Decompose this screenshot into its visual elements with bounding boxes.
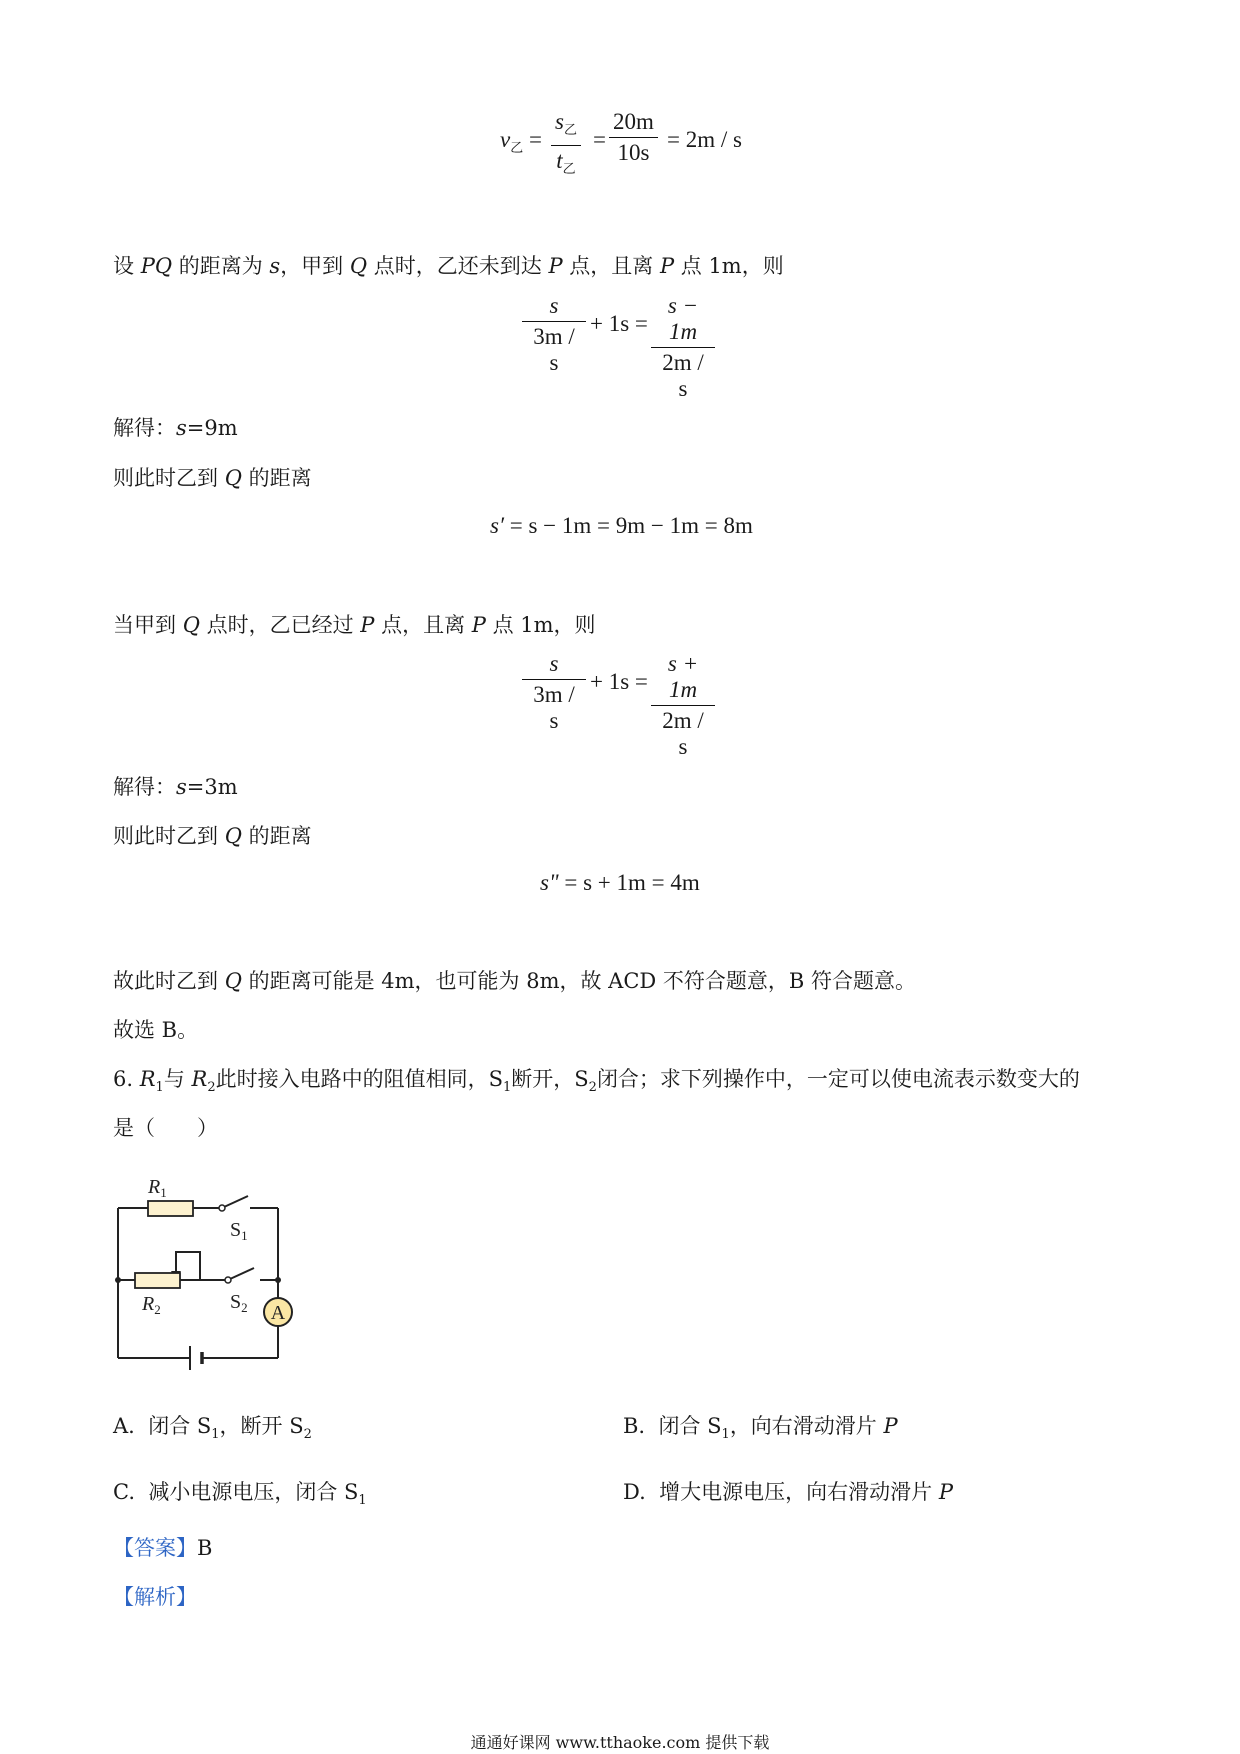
r2-label-sub: 2 <box>154 1302 161 1317</box>
option-c-letter: C. <box>113 1480 135 1504</box>
answer-close: 】 <box>176 1536 197 1560</box>
eq1-f1-num: s <box>549 293 559 318</box>
dist2-t2: 的距离 <box>241 824 312 848</box>
option-a-text2: ，断开 S <box>219 1414 304 1438</box>
eq-v-lhs-sub: 乙 <box>510 140 524 155</box>
option-a-sub2: 2 <box>303 1427 312 1442</box>
conclusion-v: Q <box>224 969 242 993</box>
solution-case1 <box>113 415 238 441</box>
q6-r1: R <box>139 1067 156 1091</box>
question-6-line2: 是（ ） <box>113 1116 218 1140</box>
analysis-close: 】 <box>176 1585 197 1609</box>
paragraph-case1 <box>113 253 784 279</box>
eq4-lhs: s" <box>540 870 559 895</box>
eq-v-f1-den: t <box>556 148 563 173</box>
para2-t4: 点 1m，则 <box>485 613 596 637</box>
option-b-letter: B. <box>623 1414 646 1438</box>
analysis-label: 解析 <box>134 1585 176 1609</box>
conclusion-t2: 的距离可能是 4m，也可能为 8m，故 ACD 不符合题意，B 符合题意。 <box>241 969 917 993</box>
eq3-f2-den: 2m / s <box>662 708 704 759</box>
eq-v-f2-den: 10s <box>617 140 650 165</box>
para2-v3: P <box>471 613 486 637</box>
option-a-text1: 闭合 S <box>148 1414 212 1438</box>
circuit-diagram <box>100 1160 320 1380</box>
sol2-var: s <box>176 775 187 799</box>
q6-s2-sub: 2 <box>588 1080 597 1095</box>
eq1-f2-den: 2m / s <box>662 350 704 401</box>
s1-label-text: S <box>230 1219 242 1241</box>
q6-r2: R <box>191 1067 208 1091</box>
option-b-text1: 闭合 S <box>658 1414 722 1438</box>
q6-t3: 断开，S <box>511 1067 589 1091</box>
r2-label <box>141 1293 161 1317</box>
junction-right <box>275 1277 281 1283</box>
q6-t4: 闭合；求下列操作中，一定可以使电流表示数变大的 <box>596 1067 1080 1091</box>
para2-v1: Q <box>182 613 200 637</box>
r1-label <box>147 1176 167 1200</box>
eq1-f1-den: 3m / s <box>533 324 575 375</box>
analysis-line <box>113 1584 197 1610</box>
para1-t6: 点 1m，则 <box>674 254 784 278</box>
s1-label <box>230 1219 248 1243</box>
eq-v-f2-num: 20m <box>609 109 658 138</box>
para1-v2: s <box>269 254 281 278</box>
answer-open: 【 <box>113 1536 134 1560</box>
switch-s2-contact <box>225 1277 231 1283</box>
para2-t1: 当甲到 <box>113 613 183 637</box>
option-c[interactable] <box>113 1476 367 1508</box>
sol1-var: s <box>176 416 187 440</box>
distance-label-case2 <box>113 823 312 849</box>
paragraph-case2 <box>113 612 596 638</box>
para1-t5: 点，且离 <box>562 254 660 278</box>
sol1-label: 解得： <box>113 416 176 440</box>
option-a[interactable] <box>113 1410 312 1442</box>
footer-watermark: 通通好课网 www.tthaoke.com 提供下载 <box>470 1733 770 1752</box>
resistor-r1 <box>148 1201 193 1216</box>
dist1-v: Q <box>224 466 242 490</box>
eq2-rhs: = s − 1m = 9m − 1m = 8m <box>509 513 753 538</box>
eq-v-f1-den-sub: 乙 <box>562 161 576 176</box>
q6-t1: 与 <box>163 1067 192 1091</box>
eq3-mid: + 1s = <box>590 669 648 694</box>
q6-t2: 此时接入电路中的阻值相同，S <box>215 1067 503 1091</box>
distance-label-case1 <box>113 465 312 491</box>
para2-t2: 点时，乙已经过 <box>199 613 361 637</box>
solution-case2 <box>113 774 238 800</box>
eq-v-lhs: v <box>500 127 511 152</box>
eq3-f1-den: 3m / s <box>533 682 575 733</box>
option-b[interactable] <box>623 1410 898 1442</box>
eq4-rhs: = s + 1m = 4m <box>564 870 700 895</box>
para1-t4: 点时，乙还未到达 <box>367 254 549 278</box>
option-b-var: P <box>883 1414 898 1438</box>
para1-v4: P <box>548 254 563 278</box>
para2-t3: 点，且离 <box>374 613 472 637</box>
sol2-value: =3m <box>186 775 238 799</box>
option-a-sub1: 1 <box>211 1427 220 1442</box>
answer-line <box>113 1535 212 1561</box>
s1-label-sub: 1 <box>241 1228 248 1243</box>
analysis-open: 【 <box>113 1585 134 1609</box>
option-d-letter: D. <box>623 1480 646 1504</box>
ammeter-label: A <box>270 1302 286 1324</box>
option-d-text1: 增大电源电压，向右滑动滑片 <box>659 1480 939 1504</box>
option-c-sub1: 1 <box>358 1493 367 1508</box>
option-a-letter: A. <box>113 1414 135 1438</box>
junction-left <box>115 1277 121 1283</box>
para1-v3: Q <box>349 254 368 278</box>
eq3-f2-num: s + 1m <box>667 651 699 702</box>
q6-r1-sub: 1 <box>155 1080 164 1095</box>
dist1-t1: 则此时乙到 <box>113 466 225 490</box>
conclusion-t1: 故此时乙到 <box>113 969 225 993</box>
r1-label-text: R <box>148 1176 161 1198</box>
eq-v-result: 2m / s <box>685 127 742 152</box>
eq3-f1-num: s <box>549 651 559 676</box>
s2-label-text: S <box>230 1291 242 1313</box>
eq-v-f1-num: s <box>555 109 564 134</box>
para1-t3: ，甲到 <box>280 254 350 278</box>
dist1-t2: 的距离 <box>241 466 312 490</box>
q6-r2-sub: 2 <box>207 1080 216 1095</box>
sol2-label: 解得： <box>113 775 176 799</box>
para1-v1: PQ <box>140 254 173 278</box>
q6-s1-sub: 1 <box>502 1080 512 1095</box>
eq1-f2-num: s − 1m <box>667 293 699 344</box>
conclusion <box>113 968 916 994</box>
dist2-v: Q <box>224 824 242 848</box>
option-b-sub1: 1 <box>721 1427 730 1442</box>
para1-t2: 的距离为 <box>172 254 270 278</box>
choice-statement: 故选 B。 <box>113 1018 199 1042</box>
s2-label <box>230 1291 248 1315</box>
eq-v-f1-num-sub: 乙 <box>563 122 577 137</box>
q6-number: 6. <box>113 1067 140 1091</box>
eq2-lhs: s′ <box>490 513 504 538</box>
equation-distance-case1 <box>490 513 753 539</box>
dist2-t1: 则此时乙到 <box>113 824 225 848</box>
equation-distance-case2 <box>540 870 700 896</box>
question-6-line1 <box>113 1066 1080 1101</box>
option-b-text2: ，向右滑动滑片 <box>729 1414 884 1438</box>
para2-v2: P <box>360 613 375 637</box>
sol1-value: =9m <box>186 416 238 440</box>
option-d-var: P <box>938 1480 953 1504</box>
para1-t1: 设 <box>113 254 141 278</box>
para1-v5: P <box>659 254 675 278</box>
s2-label-sub: 2 <box>241 1300 248 1315</box>
resistor-r2 <box>135 1273 180 1288</box>
eq1-mid: + 1s = <box>590 311 648 336</box>
switch-s1-contact <box>219 1205 225 1211</box>
r2-label-text: R <box>142 1293 155 1315</box>
r1-label-sub: 1 <box>160 1185 167 1200</box>
answer-value: B <box>197 1536 213 1560</box>
answer-label: 答案 <box>134 1536 176 1560</box>
option-d[interactable] <box>623 1476 953 1506</box>
option-c-text1: 减小电源电压，闭合 S <box>148 1480 359 1504</box>
